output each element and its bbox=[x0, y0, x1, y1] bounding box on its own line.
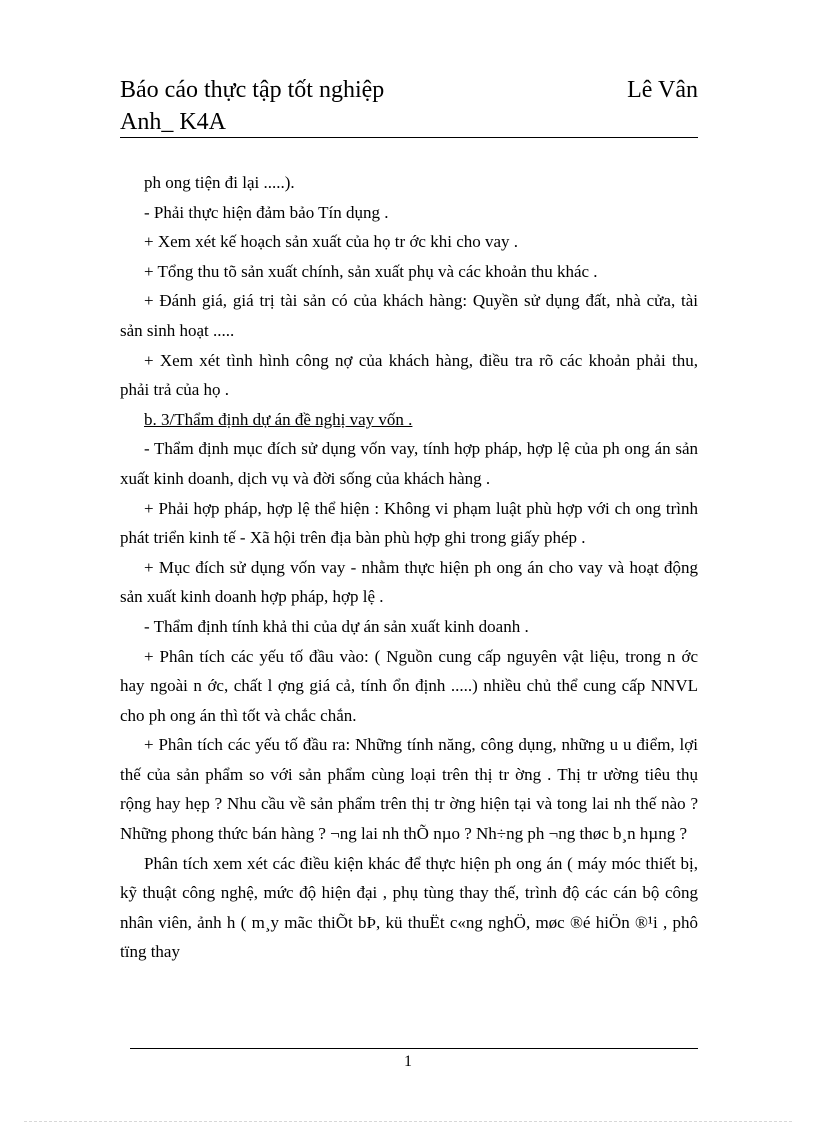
paragraph: Phân tích xem xét các điều kiện khác để thực hiện ph ong án ( máy móc thiết bị, kỹ thuật công nghệ, mức độ hiện đại , phụ tùng thay thế, trình độ các cán bộ công nhân viên, ảnh h ( m¸y mãc thiÕt bÞ, kü thuËt c«ng nghÖ, møc ®é hiÖn ®¹i , phô tïng thay bbox=[120, 853, 698, 962]
header-author: Lê Vân bbox=[627, 77, 698, 103]
paragraph: + Phải hợp pháp, hợp lệ thể hiện : Không vi phạm luật phù hợp với ch ong trình phát triển kinh tế - Xã hội trên địa bàn phù hợp ghi trong giấy phép . bbox=[120, 498, 698, 548]
page-header bbox=[120, 74, 698, 138]
header-divider bbox=[120, 137, 698, 138]
paragraph: + Phân tích các yếu tố đầu vào: ( Nguồn cung cấp nguyên vật liệu, trong n ớc hay ngoài n ớc, chất l ợng giá cả, tính ổn định .....) nhiều chủ thể cung cấp NNVL cho ph ong án thì tốt và chắc chắn. bbox=[120, 646, 698, 725]
paragraph: + Tổng thu tõ sản xuất chính, sản xuất phụ và các khoản thu khác . bbox=[144, 261, 598, 281]
paragraph: + Đánh giá, giá trị tài sản có của khách hàng: Quyền sử dụng đất, nhà cửa, tài sản sinh hoạt ..... bbox=[120, 291, 698, 340]
page-edge bbox=[24, 1121, 792, 1122]
paragraph: + Mục đích sử dụng vốn vay - nhằm thực hiện ph ong án cho vay và hoạt động sản xuất kinh doanh hợp pháp, hợp lệ . bbox=[120, 557, 698, 607]
page-body bbox=[120, 168, 698, 967]
header-author-continued: Anh_ K4A bbox=[120, 109, 226, 135]
section-heading-text: b. 3/Thẩm định dự án đề nghị vay vốn . bbox=[144, 409, 413, 429]
paragraph: - Thẩm định tính khả thi của dự án sản xuất kinh doanh . bbox=[144, 616, 529, 636]
paragraph: - Thẩm định mục đích sử dụng vốn vay, tính hợp pháp, hợp lệ của ph ong án sản xuất kinh doanh, dịch vụ và đời sống của khách hàng . bbox=[120, 439, 698, 488]
paragraph: - Phải thực hiện đảm bảo Tín dụng . bbox=[144, 202, 389, 222]
footer-divider bbox=[130, 1048, 698, 1049]
paragraph: + Phân tích các yếu tố đầu ra: Những tính năng, công dụng, những u u điểm, lợi thế của sản phẩm so với sản phẩm cùng loại trên thị tr ờng . Thị tr ường tiêu thụ rộng hay hẹp ? Nhu cầu về sản phẩm trên thị tr ờng hiện tại và tong lai nh thế nào ? Những phong thức bán hàng ? ¬ng lai nh thÕ nµo ? Nh÷ng ph ¬ng thøc b¸n hµng ? bbox=[120, 735, 698, 844]
paragraph: ph ong tiện đi lại .....). bbox=[144, 173, 295, 192]
paragraph: + Xem xét kế hoạch sản xuất của họ tr ớc khi cho vay . bbox=[144, 232, 519, 252]
page-number: 1 bbox=[404, 1053, 412, 1070]
section-heading bbox=[120, 405, 698, 435]
header-title: Báo cáo thực tập tốt nghiệp bbox=[120, 77, 385, 103]
paragraph: + Xem xét tình hình công nợ của khách hàng, điều tra rõ các khoản phải thu, phải trả của họ . bbox=[120, 350, 698, 400]
